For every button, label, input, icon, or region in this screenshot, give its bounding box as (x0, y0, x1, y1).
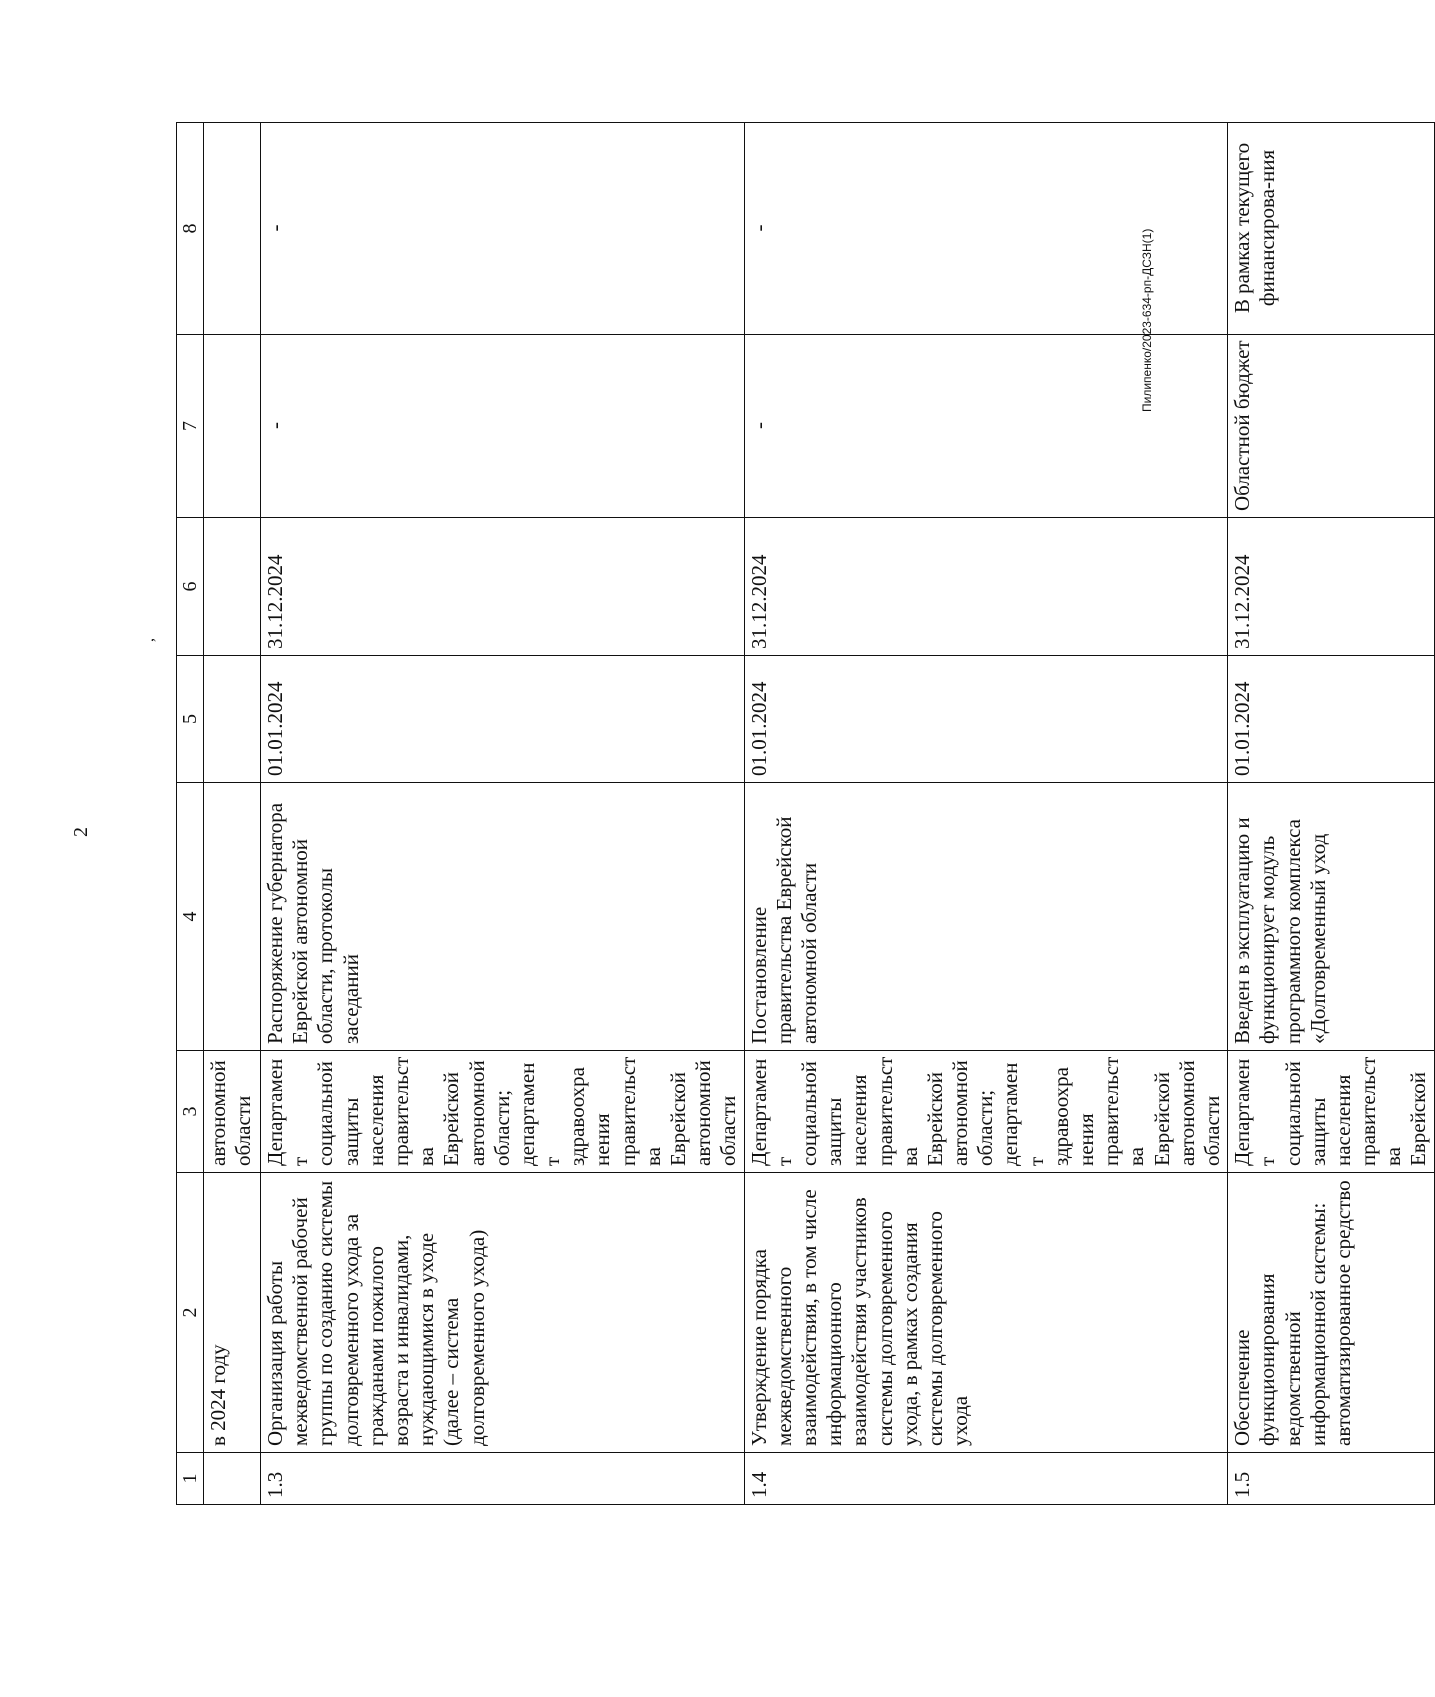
header-cell: 3 (177, 1051, 204, 1173)
page-number: 2 (70, 827, 92, 837)
cell-start: 01.01.2024 (744, 656, 1228, 783)
cell-end (204, 518, 261, 656)
table-row (744, 123, 1228, 1505)
cell-name: Утверждение порядка межведомственного взаимодействия, в том числе информационного взаимодействия участников системы долговременного ухода, в рамках создания системы долговременного ухода (744, 1173, 1228, 1453)
header-cell: 5 (177, 656, 204, 783)
cell-result: Распоряжение губернатора Еврейской автономной области, протоколы заседаний (261, 783, 745, 1051)
cell-source: - (744, 335, 1228, 518)
cell-num: 1.3 (261, 1453, 745, 1505)
cell-source (204, 335, 261, 518)
cell-amount (204, 123, 261, 335)
cell-executor: Департамент социальной защиты населения правительства Еврейской автономной области; департамент здравоохранения правительства Еврейской автономной области (261, 1051, 745, 1173)
cell-amount: В рамках текущего финансирова-ния (1228, 123, 1435, 335)
cell-amount: - (261, 123, 745, 335)
header-cell: 2 (177, 1173, 204, 1453)
cell-end: 31.12.2024 (261, 518, 745, 656)
cell-start (204, 656, 261, 783)
header-cell: 7 (177, 335, 204, 518)
table-header-row (177, 123, 204, 1505)
cell-num (204, 1453, 261, 1505)
table-row (1228, 123, 1435, 1505)
header-cell: 8 (177, 123, 204, 335)
cell-executor: Департамент социальной защиты населения правительства Еврейской (1228, 1051, 1435, 1173)
header-cell: 1 (177, 1453, 204, 1505)
table-row (261, 123, 745, 1505)
cell-end: 31.12.2024 (744, 518, 1228, 656)
cell-source: Областной бюджет (1228, 335, 1435, 518)
cell-result: Введен в эксплуатацию и функционирует модуль программного комплекса «Долговременный уход (1228, 783, 1435, 1051)
cell-start: 01.01.2024 (261, 656, 745, 783)
scan-mark: , (140, 638, 157, 642)
cell-name: в 2024 году (204, 1173, 261, 1453)
cell-executor: автономной области (204, 1051, 261, 1173)
cell-amount: - (744, 123, 1228, 335)
cell-num: 1.5 (1228, 1453, 1435, 1505)
cell-result: Постановление правительства Еврейской автономной области (744, 783, 1228, 1051)
cell-name: Организация работы межведомственной рабочей группы по созданию системы долговременного ухода за гражданами пожилого возраста и инвалидами, нуждающимися в уходе (далее – система долговременного ухода) (261, 1173, 745, 1453)
table-row-continuation (204, 123, 261, 1505)
cell-end: 31.12.2024 (1228, 518, 1435, 656)
plan-table (176, 122, 1435, 1505)
cell-result (204, 783, 261, 1051)
header-cell: 4 (177, 783, 204, 1051)
cell-executor: Департамент социальной защиты населения правительства Еврейской автономной области; департамент здравоохранения правительства Еврейской автономной области (744, 1051, 1228, 1173)
cell-source: - (261, 335, 745, 518)
cell-num: 1.4 (744, 1453, 1228, 1505)
footer-document-ref: Пилипенко/2023-634-рп-ДСЗН(1) (1140, 228, 1154, 412)
header-cell: 6 (177, 518, 204, 656)
cell-start: 01.01.2024 (1228, 656, 1435, 783)
cell-name: Обеспечение функционирования ведомственной информационной системы: автоматизированное средство (1228, 1173, 1435, 1453)
